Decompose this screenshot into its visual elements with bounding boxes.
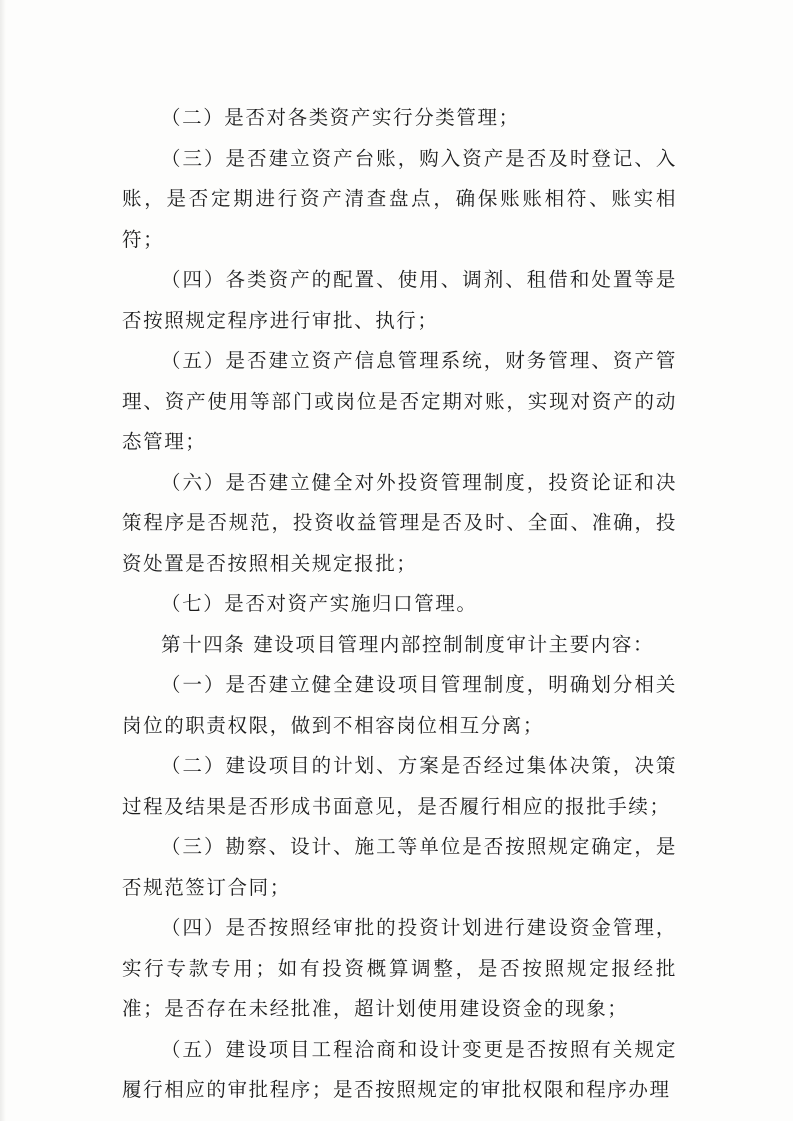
paragraph-external-investment: （六）是否建立健全对外投资管理制度，投资论证和决策程序是否规范，投资收益管理是否及时、全面、准确，投资处置是否按照相关规定报批；: [122, 470, 677, 575]
paragraph-project-management-system: （一）是否建立健全建设项目管理制度，明确划分相关岗位的职责权限，做到不相容岗位相互分离；: [122, 673, 677, 737]
paragraph-construction-funds: （四）是否按照经审批的投资计划进行建设资金管理，实行专款专用；如有投资概算调整，是否按照规定报经批准；是否存在未经批准，超计划使用建设资金的现象；: [122, 916, 677, 1020]
article-14-heading: 第十四条 建设项目管理内部控制制度审计主要内容：: [161, 632, 655, 656]
paragraph-contractor-selection: （三）勘察、设计、施工等单位是否按照规定确定，是否规范签订合同；: [122, 835, 677, 899]
paragraph-asset-ledger: （三）是否建立资产台账，购入资产是否及时登记、入账，是否定期进行资产清查盘点，确保账账相符、账实相符；: [122, 146, 677, 251]
paragraph-project-plan-decision: （二）建设项目的计划、方案是否经过集体决策，决策过程及结果是否形成书面意见，是否履行相应的报批手续；: [122, 754, 677, 818]
paragraph-asset-information-system: （五）是否建立资产信息管理系统，财务管理、资产管理、资产使用等部门或岗位是否定期对账，实现对资产的动态管理；: [122, 349, 677, 453]
document-body: [122, 98, 677, 1111]
scan-edge-shadow: [0, 0, 6, 1121]
paragraph-design-changes: （五）建设项目工程洽商和设计变更是否按照有关规定履行相应的审批程序；是否按照规定的审批权限和程序办理: [122, 1037, 677, 1101]
paragraph-asset-classification: （二）是否对各类资产实行分类管理；: [161, 106, 520, 129]
paragraph-asset-approval: （四）各类资产的配置、使用、调剂、租借和处置等是否按照规定程序进行审批、执行；: [122, 268, 677, 332]
paragraph-centralized-management: （七）是否对资产实施归口管理。: [161, 592, 478, 615]
